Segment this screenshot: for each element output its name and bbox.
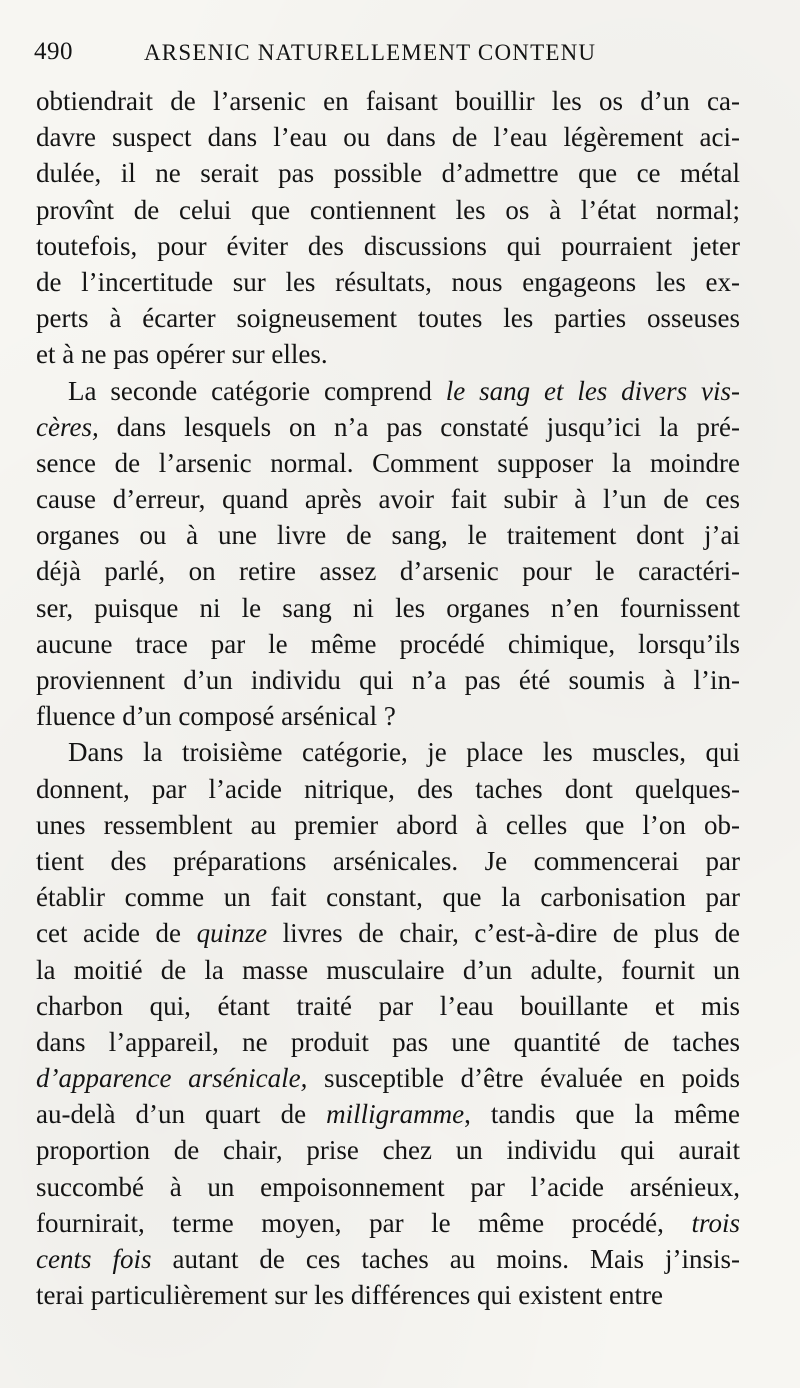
text-line: dulée, il ne serait pas possible d’admettre que ce métal <box>36 158 740 189</box>
italic-segment: milligramme <box>326 1099 465 1130</box>
text-line <box>36 1205 740 1241</box>
text-line: obtiendrait de l’arsenic en faisant bouillir les os d’un ca- <box>36 86 740 116</box>
text-segment: au-delà d’un quart de <box>36 1099 327 1130</box>
text-segment: livres de chair, c’est-à-dire de plus de <box>267 918 740 949</box>
text-line: toutefois, pour éviter des discussions qui pourraient jeter <box>36 230 740 261</box>
text-line: proviennent d’un individu qui n’a pas été soumis à l’in- <box>36 665 740 695</box>
italic-segment: le sang et les divers vis- <box>445 375 740 406</box>
page-number: 490 <box>34 38 73 65</box>
text-line: succombé à un empoisonnement par l’acide arsénieux, <box>36 1171 740 1202</box>
text-segment: cet acide de <box>36 918 197 949</box>
paragraph <box>36 83 740 373</box>
italic-segment: trois <box>691 1207 740 1238</box>
text-segment: La seconde catégorie comprend <box>68 375 446 406</box>
text-line <box>36 915 740 951</box>
text-line: établir comme un fait constant, que la carbonisation par <box>36 882 740 913</box>
text-segment: autant de ces taches au moins. Mais j’insis- <box>151 1244 740 1274</box>
text-segment: , tandis que la même <box>464 1099 740 1130</box>
text-line: tient des préparations arsénicales. Je commencerai par <box>36 845 740 876</box>
running-title: ARSENIC NATURELLEMENT CONTENU <box>144 40 597 65</box>
text-line <box>36 409 740 445</box>
text-line: perts à écarter soigneusement toutes les parties osseuses <box>36 303 740 334</box>
text-line: charbon qui, étant traité par l’eau bouillante et mis <box>36 990 740 1021</box>
text-segment: fournirait, terme moyen, par le même procédé, <box>36 1207 692 1238</box>
text-line <box>36 1060 740 1096</box>
text-segment: susceptible d’être évaluée en poids <box>307 1063 741 1094</box>
paragraph <box>36 373 740 735</box>
italic-segment: cents fois <box>36 1244 152 1274</box>
text-line: organes ou à une livre de sang, le traitement dont j’ai <box>36 520 740 551</box>
text-segment: dans lesquels on n’a pas constaté jusqu’ici la pré- <box>98 411 740 442</box>
text-line: terai particulièrement sur les différences qui existent entre <box>36 1280 663 1311</box>
text-line: Dans la troisième catégorie, je place les muscles, qui <box>68 737 740 768</box>
text-line: ser, puisque ni le sang ni les organes n’en fournissent <box>36 592 740 623</box>
text-line: aucune trace par le même procédé chimique, lorsqu’ils <box>36 628 740 659</box>
text-line: unes ressemblent au premier abord à celles que l’on ob- <box>36 809 740 840</box>
italic-segment: quinze <box>196 918 268 949</box>
paragraph <box>36 734 740 1313</box>
text-line: et à ne pas opérer sur elles. <box>36 339 328 370</box>
text-line: fluence d’un composé arsénical ? <box>36 701 396 732</box>
text-line: davre suspect dans l’eau ou dans de l’eau légèrement aci- <box>36 122 740 153</box>
text-line: cause d’erreur, quand après avoir fait subir à l’un de ces <box>36 484 740 515</box>
italic-segment: cères, <box>36 411 99 442</box>
text-line: proportion de chair, prise chez un individu qui aurait <box>36 1135 740 1166</box>
text-line: déjà parlé, on retire assez d’arsenic pour le caractéri- <box>36 556 740 587</box>
page-header <box>34 38 734 74</box>
text-line: sence de l’arsenic normal. Comment supposer la moindre <box>36 447 740 478</box>
text-line <box>36 373 740 409</box>
text-line: dans l’appareil, ne produit pas une quantité de taches <box>36 1026 740 1057</box>
text-line: provînt de celui que contiennent les os à l’état normal; <box>36 194 740 225</box>
text-line: la moitié de la masse musculaire d’un adulte, fournit un <box>36 954 740 985</box>
italic-segment: d’apparence arsénicale, <box>36 1063 308 1094</box>
text-line <box>36 1241 740 1277</box>
text-line: donnent, par l’acide nitrique, des taches dont quelques- <box>36 773 740 804</box>
text-line <box>36 1096 740 1132</box>
text-line: de l’incertitude sur les résultats, nous engageons les ex- <box>36 266 740 297</box>
body-text <box>36 83 740 1313</box>
